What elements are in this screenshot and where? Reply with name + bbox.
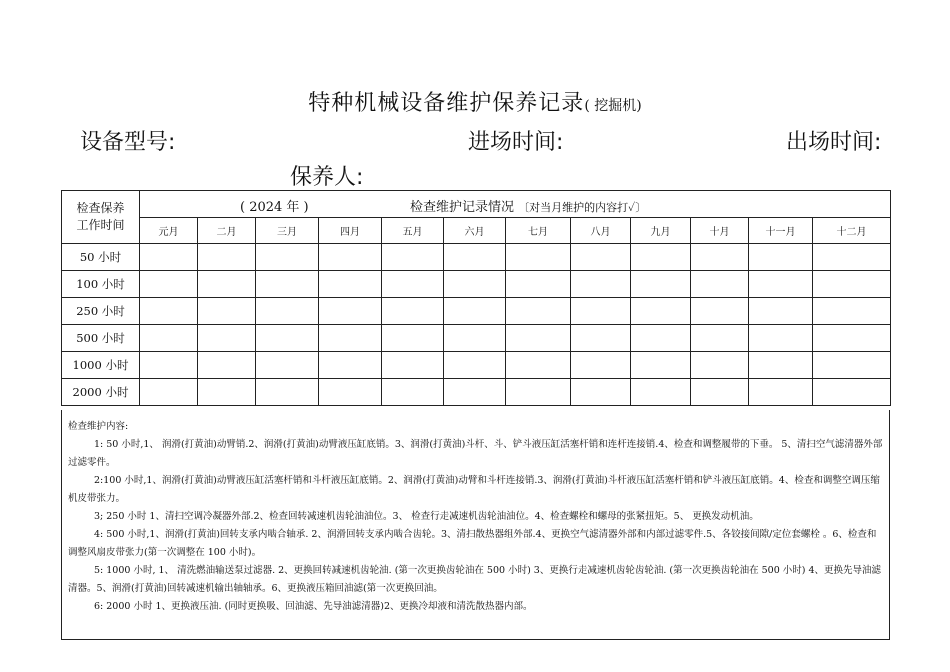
- check-cell[interactable]: [571, 244, 631, 271]
- table-row: [62, 379, 891, 406]
- check-cell[interactable]: [319, 244, 382, 271]
- check-cell[interactable]: [631, 379, 691, 406]
- check-cell[interactable]: [382, 379, 444, 406]
- month-header: 十一月: [749, 218, 813, 244]
- check-cell[interactable]: [198, 325, 256, 352]
- maintenance-content: [61, 410, 890, 640]
- check-cell[interactable]: [256, 298, 319, 325]
- check-cell[interactable]: [140, 271, 198, 298]
- content-item: 3; 250 小时 1、清扫空调冷凝器外部.2、检查回转减速机齿轮油油位。3、 检查行走减速机齿轮油油位。4、检查螺栓和螺母的张紧扭矩。5、 更换发动机油。: [94, 511, 759, 522]
- check-cell[interactable]: [749, 325, 813, 352]
- check-cell[interactable]: [319, 271, 382, 298]
- check-cell[interactable]: [631, 271, 691, 298]
- check-cell[interactable]: [571, 352, 631, 379]
- header-line1: 检查保养: [76, 201, 125, 215]
- row-hours-label: 500 小时: [62, 325, 140, 352]
- header-line2: 工作时间: [76, 218, 125, 232]
- month-header: 十二月: [813, 218, 891, 244]
- check-cell[interactable]: [256, 244, 319, 271]
- check-cell[interactable]: [813, 298, 891, 325]
- table-row: [62, 325, 891, 352]
- check-cell[interactable]: [691, 379, 749, 406]
- check-cell[interactable]: [382, 352, 444, 379]
- check-cell[interactable]: [813, 352, 891, 379]
- field-equipment-model: 设备型号:: [80, 130, 176, 155]
- content-item: 5: 1000 小时, 1、 清洗燃油输送泵过滤器. 2、更换回转减速机齿轮油. (第一次更换齿轮油在 500 小时) 3、更换行走减速机齿轮齿轮油. (第一次更换齿轮油在 500 小时) 4、更换先导油滤清器。5、润滑(打黄油)回转减速机输出轴轴承。6、更换液压箱回油滤(第一次更换回油。: [68, 565, 882, 594]
- month-header: 八月: [571, 218, 631, 244]
- check-cell[interactable]: [198, 352, 256, 379]
- check-cell[interactable]: [140, 352, 198, 379]
- month-header: 九月: [631, 218, 691, 244]
- row-hours-label: 2000 小时: [62, 379, 140, 406]
- check-cell[interactable]: [813, 325, 891, 352]
- check-cell[interactable]: [506, 271, 571, 298]
- document-title: [0, 86, 950, 117]
- month-header: 四月: [319, 218, 382, 244]
- table-row: [62, 271, 891, 298]
- check-cell[interactable]: [571, 379, 631, 406]
- check-cell[interactable]: [140, 379, 198, 406]
- check-cell[interactable]: [444, 271, 506, 298]
- check-cell[interactable]: [140, 298, 198, 325]
- check-cell[interactable]: [444, 244, 506, 271]
- content-item: 4: 500 小时,1、润滑(打黄油)回转支承内啮合轴承. 2、润滑回转支承内啮合齿轮。3、清扫散热器组外部.4、更换空气滤清器外部和内部过滤零件.5、各铰接间隙/定位套螺栓 。6、检查和调整风扇皮带张力(第一次调整在 100 小时)。: [68, 529, 877, 558]
- month-header: 十月: [691, 218, 749, 244]
- content-item: 6: 2000 小时 1、更换液压油. (同时更换吸、回油滤、先导油滤清器)2、更换冷却液和清洗散热器内部。: [94, 601, 533, 612]
- check-cell[interactable]: [749, 379, 813, 406]
- check-cell[interactable]: [506, 352, 571, 379]
- check-cell[interactable]: [319, 325, 382, 352]
- check-cell[interactable]: [140, 244, 198, 271]
- month-header: 五月: [382, 218, 444, 244]
- check-cell[interactable]: [140, 325, 198, 352]
- check-cell[interactable]: [691, 271, 749, 298]
- row-hours-label: 100 小时: [62, 271, 140, 298]
- check-cell[interactable]: [444, 298, 506, 325]
- month-header: 七月: [506, 218, 571, 244]
- check-cell[interactable]: [691, 325, 749, 352]
- month-header: 二月: [198, 218, 256, 244]
- row-hours-label: 1000 小时: [62, 352, 140, 379]
- check-cell[interactable]: [198, 298, 256, 325]
- check-cell[interactable]: [256, 271, 319, 298]
- month-header: 三月: [256, 218, 319, 244]
- content-item: 1: 50 小时,1、 润滑(打黄油)动臂销.2、润滑(打黄油)动臂液压缸底销。3、润滑(打黄油)斗杆、斗、铲斗液压缸活塞杆销和连杆连接销.4、检查和调整履带的下垂。 5、清扫空气滤清器外部过滤零件。: [68, 439, 883, 468]
- check-cell[interactable]: [198, 379, 256, 406]
- check-title-text: 检查维护记录情况: [410, 200, 515, 215]
- check-cell[interactable]: [631, 325, 691, 352]
- check-cell[interactable]: [631, 352, 691, 379]
- check-cell[interactable]: [444, 352, 506, 379]
- year-label: ( 2024 年 ): [240, 200, 309, 215]
- check-cell[interactable]: [382, 271, 444, 298]
- check-cell[interactable]: [813, 379, 891, 406]
- check-cell[interactable]: [749, 244, 813, 271]
- check-cell[interactable]: [506, 325, 571, 352]
- check-note: 〔对当月维护的内容打✓〕: [518, 201, 647, 214]
- check-cell[interactable]: [571, 271, 631, 298]
- title-main: 特种机械设备维护保养记录: [308, 91, 585, 116]
- check-cell[interactable]: [382, 244, 444, 271]
- content-item: 2:100 小时,1、润滑(打黄油)动臂液压缸活塞杆销和斗杆液压缸底销。2、润滑(打黄油)动臂和斗杆连接销.3、润滑(打黄油)斗杆液压缸活塞杆销和铲斗液压缸底销。4、检查和调整空调压缩机皮带张力。: [68, 475, 880, 504]
- check-cell[interactable]: [382, 298, 444, 325]
- check-cell[interactable]: [319, 352, 382, 379]
- field-maintainer: 保养人:: [290, 165, 364, 190]
- check-cell[interactable]: [631, 244, 691, 271]
- maintenance-record-table: [61, 190, 891, 406]
- check-cell[interactable]: [506, 298, 571, 325]
- check-cell[interactable]: [571, 325, 631, 352]
- check-cell[interactable]: [813, 244, 891, 271]
- check-cell[interactable]: [256, 352, 319, 379]
- header-work-hours: [62, 191, 140, 244]
- check-cell[interactable]: [319, 379, 382, 406]
- check-cell[interactable]: [444, 379, 506, 406]
- field-entry-time: 进场时间:: [468, 130, 564, 155]
- row-hours-label: 250 小时: [62, 298, 140, 325]
- content-heading: 检查维护内容:: [68, 421, 129, 432]
- check-cell[interactable]: [198, 271, 256, 298]
- check-cell[interactable]: [691, 352, 749, 379]
- title-subtitle: ( 挖掘机): [584, 98, 642, 114]
- table-row: [62, 352, 891, 379]
- check-cell[interactable]: [319, 298, 382, 325]
- month-header: 元月: [140, 218, 198, 244]
- header-year-check: [140, 191, 891, 218]
- check-cell[interactable]: [382, 325, 444, 352]
- check-cell[interactable]: [749, 271, 813, 298]
- check-cell[interactable]: [813, 271, 891, 298]
- check-cell[interactable]: [571, 298, 631, 325]
- row-hours-label: 50 小时: [62, 244, 140, 271]
- check-title: [410, 196, 646, 215]
- check-cell[interactable]: [506, 379, 571, 406]
- field-exit-time: 出场时间:: [786, 130, 882, 155]
- check-cell[interactable]: [444, 325, 506, 352]
- check-cell[interactable]: [506, 244, 571, 271]
- check-cell[interactable]: [256, 379, 319, 406]
- table-row: [62, 298, 891, 325]
- check-cell[interactable]: [691, 244, 749, 271]
- check-cell[interactable]: [749, 298, 813, 325]
- check-cell[interactable]: [691, 298, 749, 325]
- month-header: 六月: [444, 218, 506, 244]
- check-cell[interactable]: [631, 298, 691, 325]
- check-cell[interactable]: [256, 325, 319, 352]
- check-cell[interactable]: [749, 352, 813, 379]
- check-cell[interactable]: [198, 244, 256, 271]
- table-row: [62, 244, 891, 271]
